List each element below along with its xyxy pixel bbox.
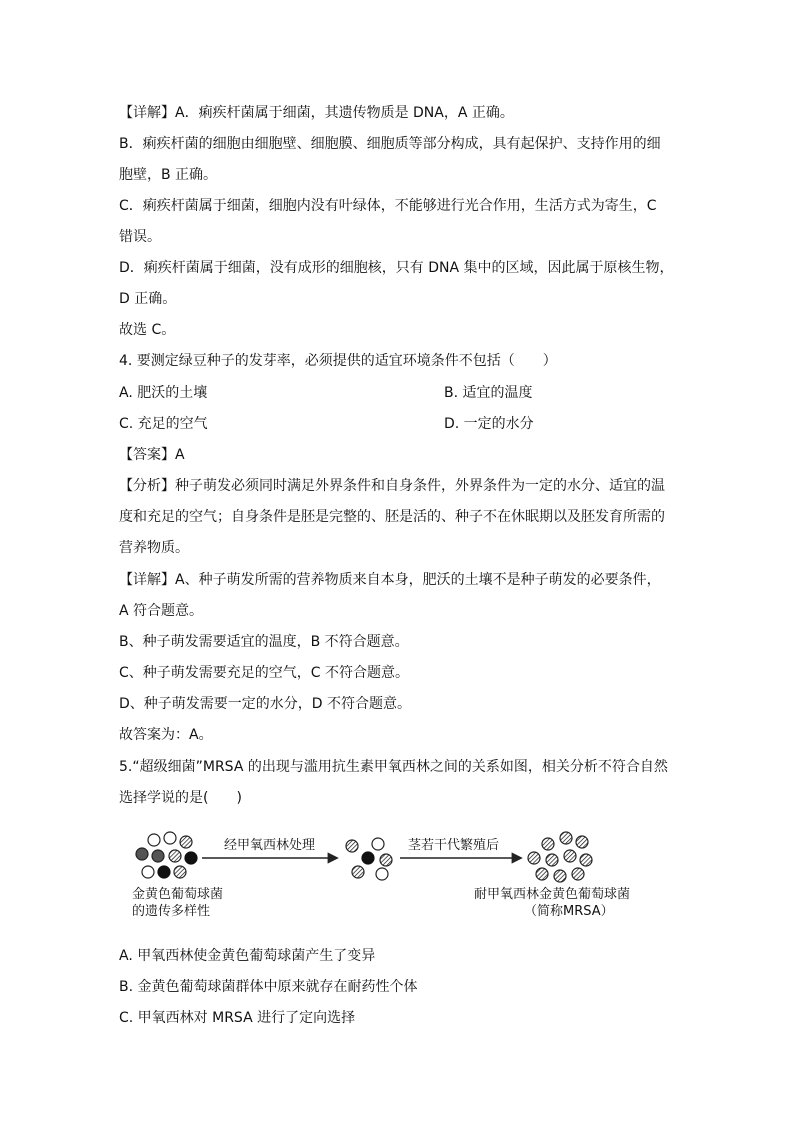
bacteria-group-diverse	[136, 832, 197, 878]
detail-line-b: B．痢疾杆菌的细胞由细胞壁、细胞膜、细胞质等部分构成，具有起保护、支持作用的细	[119, 136, 661, 152]
question-5-stem-2: 选择学说的是( )	[119, 790, 242, 806]
detail-line-c-cont: 错误。	[119, 229, 161, 245]
selection-diagram-svg	[120, 822, 640, 932]
right-caption-line2: （简称MRSA）	[524, 904, 614, 919]
q5-option-a: A. 甲氧西林使金黄色葡萄球菌产生了变异	[119, 948, 376, 964]
detail-line-d-cont: D 正确。	[119, 291, 177, 307]
question-4-stem: 4. 要测定绿豆种子的发芽率，必须提供的适宜环境条件不包括（ ）	[119, 353, 557, 369]
q4-detail-1: 【详解】A、种子萌发所需的营养物质来自本身，肥沃的土壤不是种子萌发的必要条件，	[119, 572, 661, 588]
q4-analysis-1: 【分析】种子萌发必须同时满足外界条件和自身条件，外界条件为一定的水分、适宜的温	[119, 478, 665, 494]
q4-analysis-3: 营养物质。	[119, 540, 189, 556]
q4-option-b: B. 适宜的温度	[444, 385, 533, 401]
left-caption-line2: 的遗传多样性	[132, 904, 211, 919]
q4-option-a: A. 肥沃的土壤	[119, 385, 208, 401]
q4-detail-2: A 符合题意。	[119, 603, 204, 619]
selection-diagram	[120, 822, 640, 932]
detail-line-a: 【详解】A．痢疾杆菌属于细菌，其遗传物质是 DNA，A 正确。	[119, 105, 514, 121]
step1-label: 经甲氧西林处理	[224, 838, 316, 853]
q5-option-b: B. 金黄色葡萄球菌群体中原来就存在耐药性个体	[119, 979, 418, 995]
answer-choice-line: 故选 C。	[119, 322, 176, 338]
q4-final-answer: 故答案为：A。	[119, 727, 213, 743]
bacteria-group-survivors	[346, 838, 392, 880]
q4-analysis-2: 度和充足的空气；自身条件是胚是完整的、胚是活的、种子不在休眠期以及胚发育所需的	[119, 509, 665, 525]
q4-detail-c: C、种子萌发需要充足的空气，C 不符合题意。	[119, 665, 409, 681]
q4-detail-b: B、种子萌发需要适宜的温度，B 不符合题意。	[119, 634, 409, 650]
question-5-stem-1: 5.“超级细菌”MRSA 的出现与滥用抗生素甲氧西林之间的关系如图，相关分析不符合自然	[119, 759, 668, 775]
left-caption-line1: 金黄色葡萄球菌	[132, 887, 224, 902]
q5-option-c: C. 甲氧西林对 MRSA 进行了定向选择	[119, 1010, 356, 1026]
q4-option-d: D. 一定的水分	[444, 416, 534, 432]
q4-option-c: C. 充足的空气	[119, 416, 208, 432]
detail-line-d: D．痢疾杆菌属于细菌，没有成形的细胞核，只有 DNA 集中的区域，因此属于原核生物，	[119, 260, 674, 276]
step2-label: 茎若干代繁殖后	[408, 838, 500, 853]
right-caption-line1: 耐甲氧西林金黄色葡萄球菌	[474, 887, 631, 902]
q4-answer: 【答案】A	[119, 447, 185, 463]
detail-line-b-cont: 胞壁，B 正确。	[119, 167, 218, 183]
q4-detail-d: D、种子萌发需要一定的水分，D 不符合题意。	[119, 696, 412, 712]
detail-line-c: C．痢疾杆菌属于细菌，细胞内没有叶绿体，不能够进行光合作用，生活方式为寄生，C	[119, 198, 657, 214]
bacteria-group-mrsa	[528, 832, 592, 882]
